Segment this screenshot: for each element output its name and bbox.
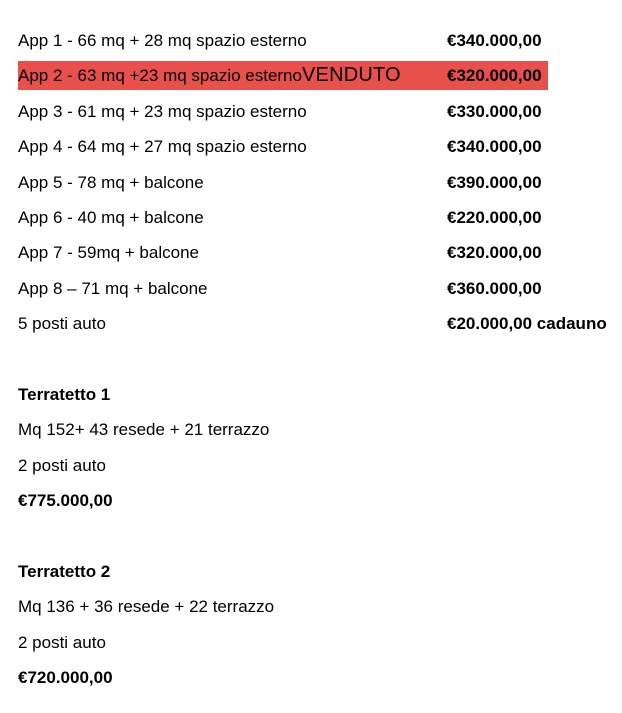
terratetto-size: Mq 152+ 43 resede + 21 terrazzo bbox=[18, 420, 270, 440]
listing-price: €340.000,00 bbox=[447, 137, 542, 157]
blank-line bbox=[0, 342, 622, 377]
listing-price: €340.000,00 bbox=[447, 31, 542, 50]
listing-price: €220.000,00 bbox=[447, 207, 542, 227]
listing-label-text: App 2 - 63 mq +23 mq spazio esterno bbox=[18, 66, 302, 86]
listing-label bbox=[18, 66, 401, 85]
terratetto1-price-row bbox=[0, 483, 622, 518]
listing-label: 5 posti auto bbox=[18, 314, 106, 334]
listing-row-app2-sold bbox=[0, 58, 622, 93]
listing-row-app3 bbox=[0, 94, 622, 129]
listing-price: €320.000,00 bbox=[447, 243, 542, 263]
sold-tag: VENDUTO bbox=[301, 64, 401, 87]
terratetto-size: Mq 136 + 36 resede + 22 terrazzo bbox=[18, 597, 275, 617]
listing-row-app1 bbox=[0, 23, 622, 58]
terratetto-title: Terratetto 2 bbox=[18, 561, 111, 581]
listing-row-app6 bbox=[0, 200, 622, 235]
listing-price: €330.000,00 bbox=[447, 101, 542, 121]
listing-label: App 4 - 64 mq + 27 mq spazio esterno bbox=[18, 137, 307, 157]
listing-label: App 7 - 59mq + balcone bbox=[18, 243, 199, 263]
terratetto-title: Terratetto 1 bbox=[18, 384, 111, 404]
listing-label: App 1 - 66 mq + 28 mq spazio esterno bbox=[18, 31, 307, 50]
terratetto2-title-row bbox=[0, 554, 622, 589]
terratetto2-parking-row bbox=[0, 625, 622, 660]
listing-label: App 3 - 61 mq + 23 mq spazio esterno bbox=[18, 101, 307, 121]
listing-row-app8 bbox=[0, 271, 622, 306]
listing-price: €390.000,00 bbox=[447, 172, 542, 192]
terratetto-parking: 2 posti auto bbox=[18, 632, 106, 652]
listing-price: €360.000,00 bbox=[447, 278, 542, 298]
listing-row-app5 bbox=[0, 165, 622, 200]
terratetto-price: €720.000,00 bbox=[18, 668, 113, 688]
listing-row-posti-auto bbox=[0, 306, 622, 341]
listing-label: App 6 - 40 mq + balcone bbox=[18, 207, 204, 227]
listing-label: App 8 – 71 mq + balcone bbox=[18, 278, 208, 298]
terratetto1-parking-row bbox=[0, 448, 622, 483]
terratetto2-size-row bbox=[0, 589, 622, 624]
listing-price: €20.000,00 cadauno bbox=[447, 314, 607, 334]
listing-row-app7 bbox=[0, 235, 622, 270]
terratetto-price: €775.000,00 bbox=[18, 491, 113, 511]
terratetto1-title-row bbox=[0, 377, 622, 412]
terratetto2-price-row bbox=[0, 660, 622, 695]
listing-label: App 5 - 78 mq + balcone bbox=[18, 172, 204, 192]
listing-price: €320.000,00 bbox=[447, 66, 542, 86]
terratetto-parking: 2 posti auto bbox=[18, 455, 106, 475]
terratetto1-size-row bbox=[0, 412, 622, 447]
blank-line bbox=[0, 518, 622, 553]
listing-row-app4 bbox=[0, 129, 622, 164]
